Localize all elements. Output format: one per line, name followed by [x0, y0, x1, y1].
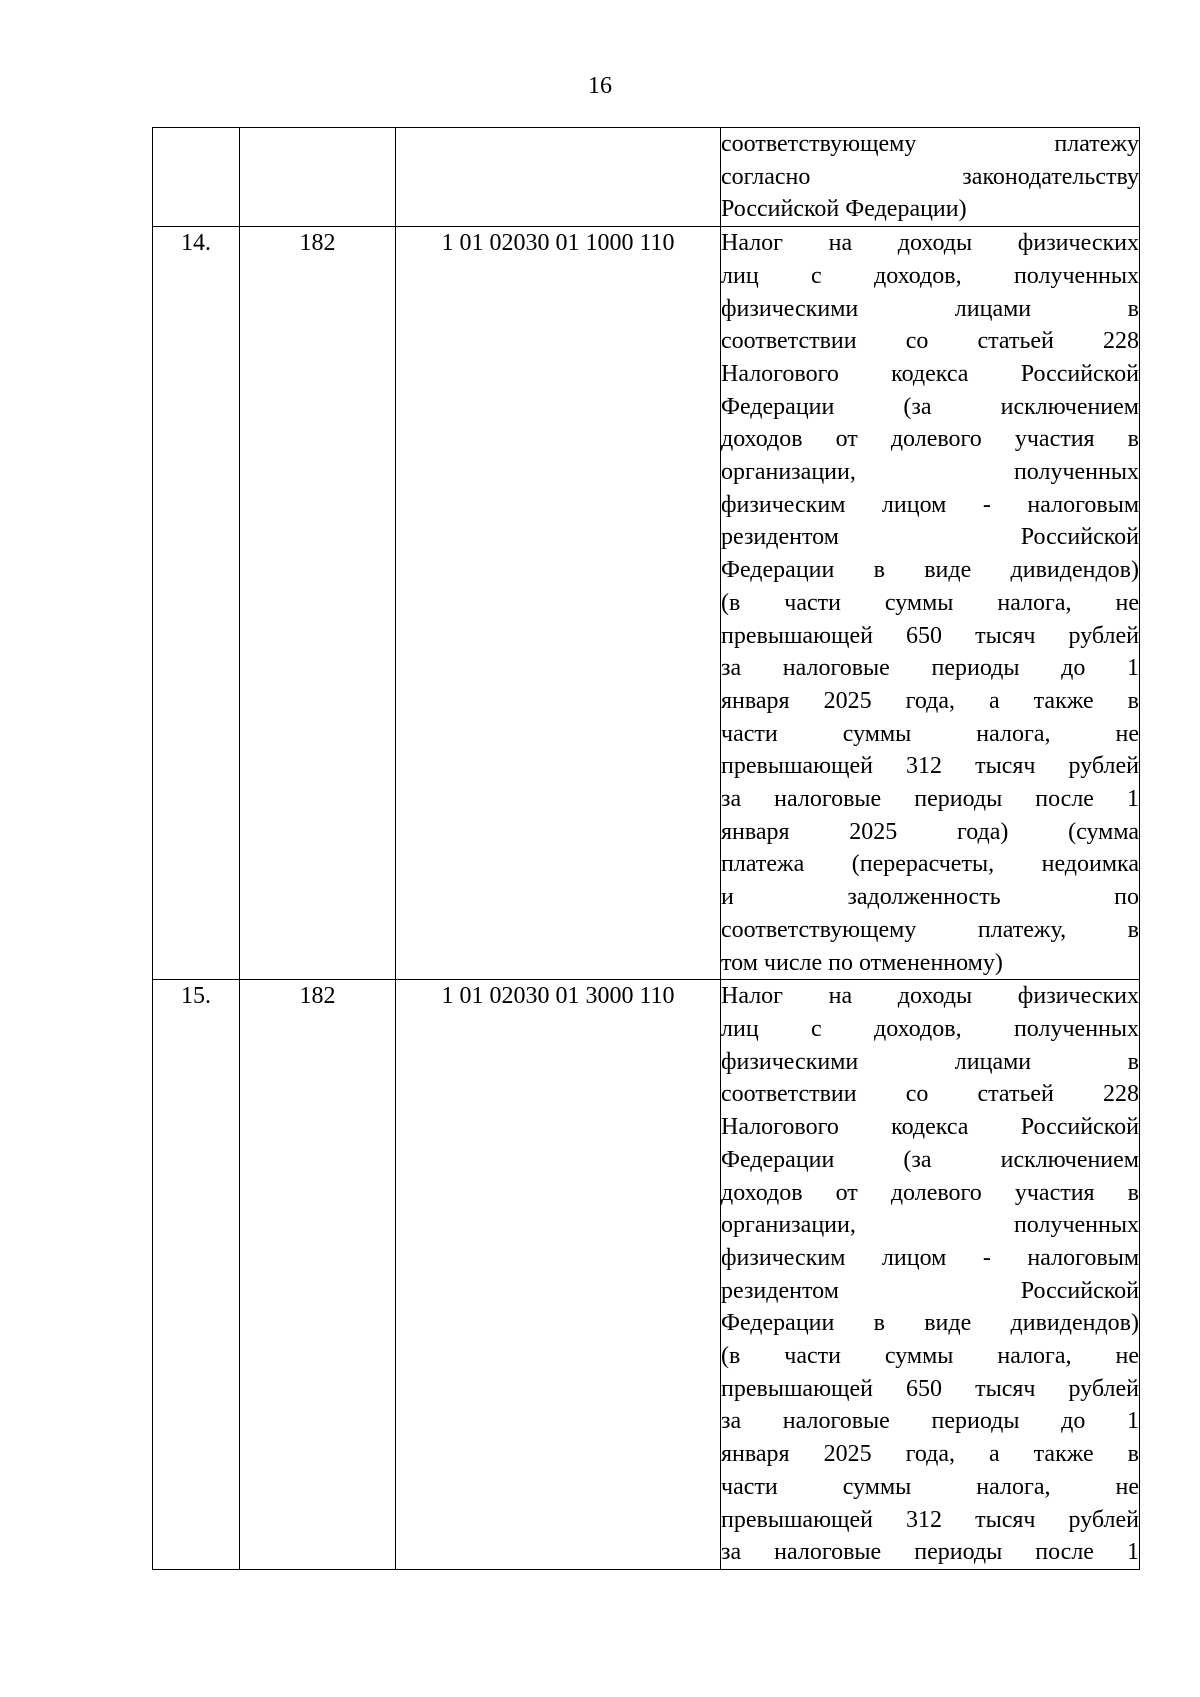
description-line: за налоговые периоды после 1 [721, 1539, 1139, 1566]
description-line: части суммы налога, не [721, 720, 1139, 747]
description-line: Налог на доходы физических [721, 983, 1139, 1010]
description-line: резидентом Российской [721, 524, 1139, 551]
page-number: 16 [588, 73, 612, 99]
description-line: том числе по отмененному) [721, 949, 1003, 976]
table-row [153, 980, 1140, 1570]
admin-code-cell: 182 [240, 980, 396, 1570]
description-line: соответствии со статьей 228 [721, 328, 1139, 355]
description-line: платежа (перерасчеты, недоимка [721, 851, 1139, 878]
kbk-table [152, 127, 1140, 1570]
description-line: Налогового кодекса Российской [721, 360, 1139, 387]
row-number-cell: 14. [153, 227, 240, 980]
kbk-code-cell: 1 01 02030 01 3000 110 [396, 980, 721, 1570]
description-line: соответствующему платежу, в [721, 916, 1139, 943]
description-line: Российской Федерации) [721, 196, 967, 223]
description-line: за налоговые периоды до 1 [721, 1408, 1139, 1435]
description-line: Федерации в виде дивидендов) [721, 1310, 1139, 1337]
row-number-cell: 15. [153, 980, 240, 1570]
table-row [153, 128, 1140, 227]
description-line: за налоговые периоды до 1 [721, 655, 1139, 682]
description-line: физическими лицами в [721, 1048, 1139, 1075]
description-line: Федерации (за исключением [721, 393, 1139, 420]
kbk-code-cell: 1 01 02030 01 1000 110 [396, 227, 721, 980]
description-line: доходов от долевого участия в [721, 1179, 1139, 1206]
description-line: Федерации в виде дивидендов) [721, 557, 1139, 584]
description-cell [721, 227, 1140, 980]
description-cell [721, 128, 1140, 227]
description-line: части суммы налога, не [721, 1473, 1139, 1500]
description-line: лиц с доходов, полученных [721, 262, 1139, 289]
description-line: превышающей 650 тысяч рублей [721, 622, 1139, 649]
description-line: января 2025 года, а также в [721, 687, 1139, 714]
description-line: согласно законодательству [721, 163, 1139, 190]
description-line: доходов от долевого участия в [721, 426, 1139, 453]
kbk-code-cell [396, 128, 721, 227]
description-line: физическими лицами в [721, 295, 1139, 322]
description-line: лиц с доходов, полученных [721, 1015, 1139, 1042]
admin-code-cell: 182 [240, 227, 396, 980]
table-row [153, 227, 1140, 980]
description-line: превышающей 312 тысяч рублей [721, 1506, 1139, 1533]
description-line: превышающей 312 тысяч рублей [721, 753, 1139, 780]
description-line: (в части суммы налога, не [721, 1343, 1139, 1370]
row-number-cell [153, 128, 240, 227]
description-line: резидентом Российской [721, 1277, 1139, 1304]
description-cell [721, 980, 1140, 1570]
description-line: за налоговые периоды после 1 [721, 786, 1139, 813]
description-line: организации, полученных [721, 1212, 1139, 1239]
description-line: организации, полученных [721, 459, 1139, 486]
description-line: Налог на доходы физических [721, 230, 1139, 257]
description-line: соответствующему платежу [721, 131, 1139, 157]
admin-code-cell [240, 128, 396, 227]
description-line: Федерации (за исключением [721, 1146, 1139, 1173]
description-line: Налогового кодекса Российской [721, 1114, 1139, 1141]
description-line: (в части суммы налога, не [721, 589, 1139, 616]
description-line: соответствии со статьей 228 [721, 1081, 1139, 1108]
description-line: превышающей 650 тысяч рублей [721, 1375, 1139, 1402]
description-line: января 2025 года) (сумма [721, 818, 1139, 845]
description-line: физическим лицом - налоговым [721, 1244, 1139, 1271]
description-line: физическим лицом - налоговым [721, 491, 1139, 518]
description-line: и задолженность по [721, 884, 1139, 911]
description-line: января 2025 года, а также в [721, 1441, 1139, 1468]
